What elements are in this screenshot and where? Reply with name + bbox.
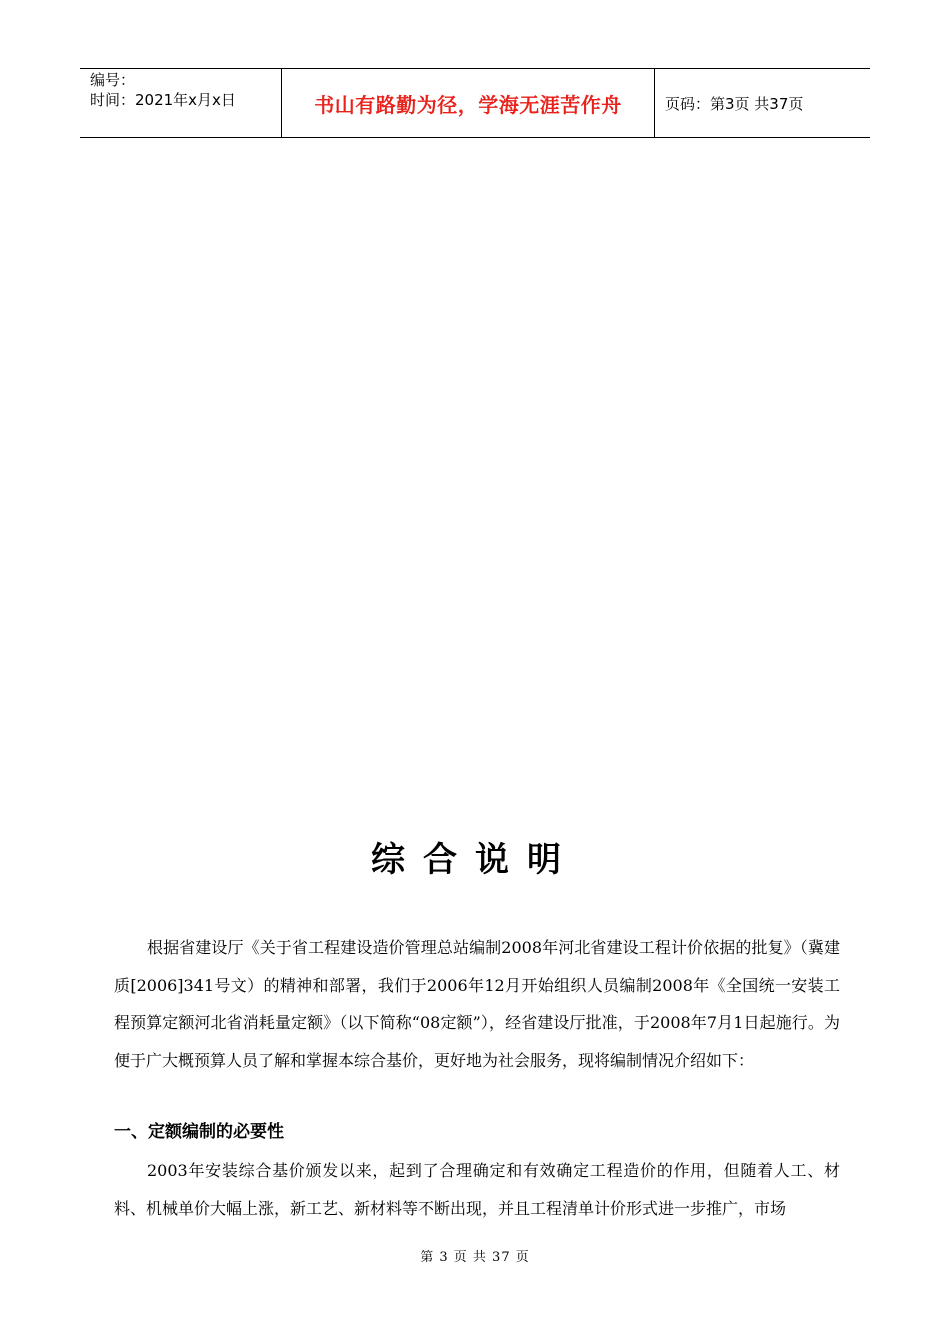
header-table <box>80 68 870 138</box>
page-footer: 第 3 页 共 37 页 <box>420 1250 530 1265</box>
section-heading-necessity: 一、定额编制的必要性 <box>114 1122 284 1142</box>
document-title: 综合说明 <box>371 840 579 880</box>
header-middle-cell <box>282 69 655 137</box>
intro-paragraph: 根据省建设厅《关于省工程建设造价管理总站编制2008年河北省建设工程计价依据的批复》（冀建质[2006]341号文）的精神和部署，我们于2006年12月开始组织人员编制2008年《全国统一安装工程预算定额河北省消耗量定额》（以下简称“08定额”），经省建设厅批准，于2008年7月1日起施行。为便于广大概预算人员了解和掌握本综合基价，更好地为社会服务，现将编制情况介绍如下： <box>114 938 840 1070</box>
document-date: 时间：2021年x月x日 <box>90 91 236 109</box>
document-code-label: 编号： <box>90 71 136 89</box>
header-page-info: 页码：第3页 共37页 <box>665 94 804 113</box>
header-motto: 书山有路勤为径，学海无涯苦作舟 <box>314 92 622 117</box>
header-left-cell <box>80 69 282 137</box>
section-paragraph: 2003年安装综合基价颁发以来，起到了合理确定和有效确定工程造价的作用，但随着人工、材料、机械单价大幅上涨，新工艺、新材料等不断出现，并且工程清单计价形式进一步推广，市场 <box>114 1161 840 1218</box>
header-right-cell <box>655 69 870 137</box>
